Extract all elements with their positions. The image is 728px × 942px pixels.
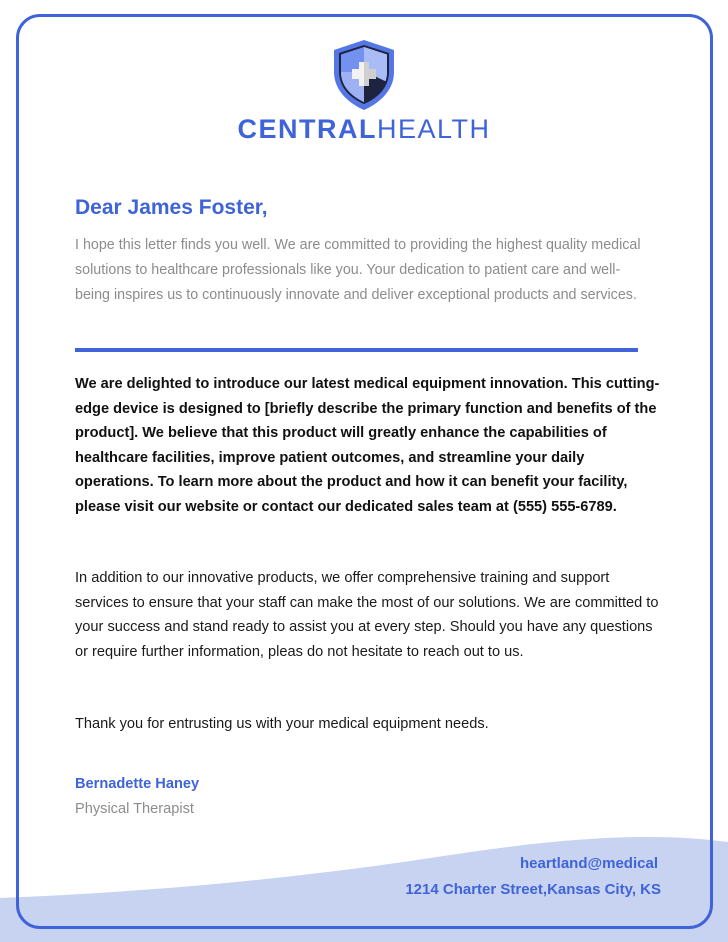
section-divider xyxy=(75,348,638,352)
intro-paragraph: I hope this letter finds you well. We are committed to providing the highest quality medical solutions to healthcare professionals like you. Your dedication to patient care and well-being inspires us to continuously innovate and deliver exceptional products and services. xyxy=(75,237,641,303)
brand-name-bold: CENTRAL xyxy=(237,114,377,144)
shield-cross-icon xyxy=(330,38,398,112)
signature-name: Bernadette Haney xyxy=(75,776,200,792)
closing-paragraph: Thank you for entrusting us with your medical equipment needs. xyxy=(75,716,489,732)
product-paragraph: We are delighted to introduce our latest medical equipment innovation. This cutting-edge device is designed to [briefly describe the primary function and benefits of the product]. We believe that this product will greatly enhance the capabilities of healthcare facilities, improve patient outcomes, and streamline your daily operations. To learn more about the product and how it can benefit your facility, please visit our website or contact our dedicated sales team at (555) 555-6789. xyxy=(75,376,660,515)
letter-greeting: Dear James Foster, xyxy=(75,196,268,219)
contact-email[interactable]: heartland@medical xyxy=(519,855,658,872)
signature-title: Physical Therapist xyxy=(75,801,194,817)
contact-address: 1214 Charter Street,Kansas City, KS xyxy=(405,881,661,898)
brand-wordmark xyxy=(0,114,728,145)
services-paragraph: In addition to our innovative products, we offer comprehensive training and support services to ensure that your staff can make the most of our solutions. We are committed to your success and stand ready to assist you at every step. Should you have any questions or require further information, pleas do not hesitate to reach out to us. xyxy=(75,570,659,660)
brand-name-light: HEALTH xyxy=(376,114,491,144)
